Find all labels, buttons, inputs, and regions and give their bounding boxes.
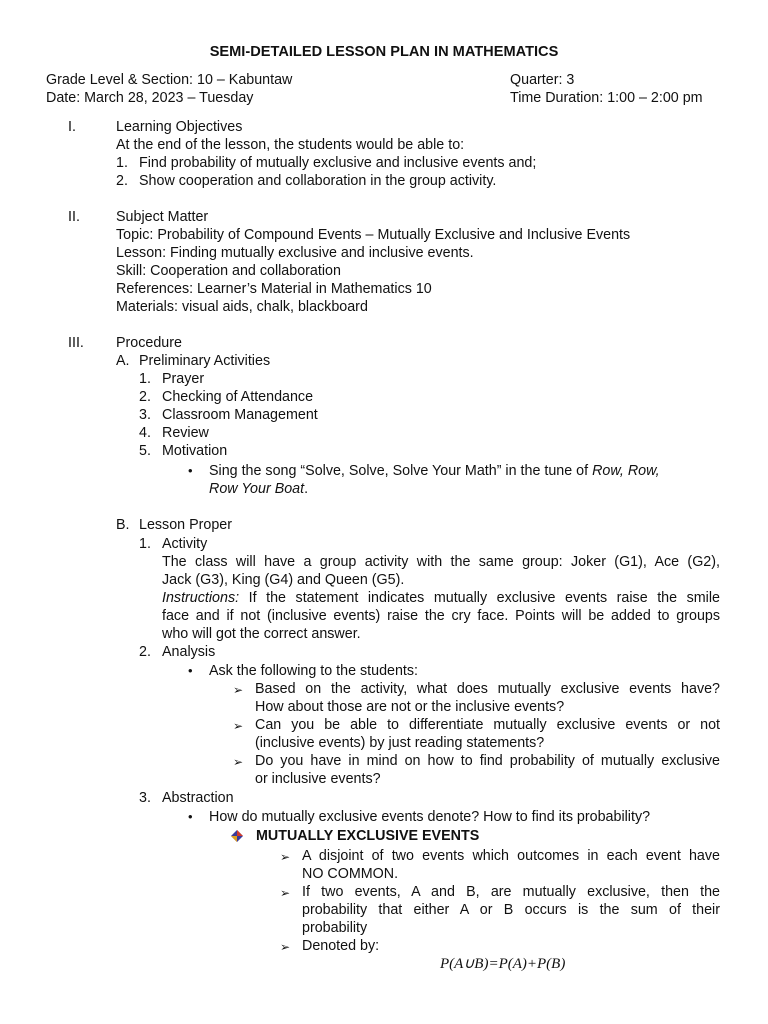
denoted-by: Denoted by: [302,938,380,954]
song-tune-part2: Row Your Boat [209,481,305,497]
probability-rule-line: If two events, A and B, are mutually exclusive, then the [302,884,720,900]
objectives-intro: At the end of the lesson, the students would be able to: [116,137,465,153]
analysis-title: Analysis [162,644,216,660]
item-text: Checking of Attendance [162,389,314,405]
section-3-number: III. [68,335,84,351]
definition-line: A disjoint of two events which outcomes in each event have [302,848,720,864]
definition-line-cont: NO COMMON. [302,866,399,882]
probability-rule-line: probability [302,920,368,936]
activity-number: 1. [139,536,151,552]
analysis-question: Based on the activity, what does mutually exclusive events have? [255,681,720,697]
item-number: 3. [139,407,151,423]
probability-formula: P(A∪B)=P(A)+P(B) [440,956,566,972]
section-3-title: Procedure [116,335,182,351]
item-text: Review [162,425,209,441]
arrow-bullet-icon: ➢ [233,719,244,733]
probability-rule-line: probability that either A or B occurs is the sum of their [302,902,720,918]
subsection-a-label: A. [116,353,130,369]
subsection-b-title: Lesson Proper [139,517,232,533]
grade-section: Grade Level & Section: 10 – Kabuntaw [46,72,293,88]
arrow-bullet-icon: ➢ [280,886,291,900]
section-1-title: Learning Objectives [116,119,243,135]
objective-number: 1. [116,155,128,171]
analysis-question-cont: (inclusive events) by just reading statements? [255,735,545,751]
abstraction-bullet: How do mutually exclusive events denote? How to find its probability? [209,809,651,825]
instructions-label: Instructions: [162,590,240,606]
subject-lesson: Lesson: Finding mutually exclusive and inclusive events. [116,245,474,261]
preliminary-item [139,370,204,388]
preliminary-item [139,388,313,406]
item-text: Prayer [162,371,205,387]
objective-number: 2. [116,173,128,189]
arrow-bullet-icon: ➢ [280,850,291,864]
objective-text: Show cooperation and collaboration in the group activity. [139,173,497,189]
arrow-bullet-icon: ➢ [233,755,244,769]
song-tune-part1: Row, Row, [592,463,660,479]
subsection-a [116,352,270,370]
abstraction-title: Abstraction [162,790,234,806]
subsection-b [116,516,232,534]
motivation-period: . [304,481,309,497]
mutually-exclusive-heading: MUTUALLY EXCLUSIVE EVENTS [256,828,480,844]
subsection-a-title: Preliminary Activities [139,353,271,369]
section-1-number: I. [68,119,76,135]
preliminary-item [139,424,209,442]
subsection-b-label: B. [116,517,130,533]
subject-topic: Topic: Probability of Compound Events – Mutually Exclusive and Inclusive Events [116,227,631,243]
preliminary-item [139,442,227,460]
abstraction-number: 3. [139,790,151,806]
activity-heading [139,535,207,553]
instructions-text: If the statement indicates mutually exclusive events raise the smile [239,590,720,606]
item-number: 4. [139,425,151,441]
item-number: 1. [139,371,151,387]
objective-item [116,172,496,190]
item-text: Classroom Management [162,407,318,423]
preliminary-item [139,406,318,424]
bullet-icon: • [188,809,193,824]
time-duration: Time Duration: 1:00 – 2:00 pm [510,90,703,106]
arrow-bullet-icon: ➢ [233,683,244,697]
motivation-text-cont [209,480,308,498]
instructions-line [162,589,720,607]
item-number: 5. [139,443,151,459]
quarter: Quarter: 3 [510,72,575,88]
document-title: SEMI-DETAILED LESSON PLAN IN MATHEMATICS [209,44,559,60]
activity-line: face and if not (inclusive events) raise the cry face. Points will be added to groups [162,608,720,624]
diamond-bullet-icon [231,830,243,842]
activity-line: who will got the correct answer. [162,626,361,642]
motivation-line: Sing the song “Solve, Solve, Solve Your Math” in the tune of [209,463,589,479]
analysis-question-cont: How about those are not or the inclusive events? [255,699,565,715]
analysis-heading [139,643,215,661]
objective-text: Find probability of mutually exclusive and inclusive events and; [139,155,537,171]
subject-skill: Skill: Cooperation and collaboration [116,263,341,279]
activity-title: Activity [162,536,208,552]
lesson-date: Date: March 28, 2023 – Tuesday [46,90,254,106]
activity-line: The class will have a group activity with the same group: Joker (G1), Ace (G2), [162,554,720,570]
analysis-number: 2. [139,644,151,660]
activity-line: Jack (G3), King (G4) and Queen (G5). [162,572,405,588]
bullet-icon: • [188,463,193,478]
item-text: Motivation [162,443,228,459]
subject-references: References: Learner’s Material in Mathematics 10 [116,281,432,297]
bullet-icon: • [188,663,193,678]
objective-item [116,154,536,172]
analysis-bullet: Ask the following to the students: [209,663,419,679]
section-2-number: II. [68,209,80,225]
abstraction-heading [139,789,234,807]
analysis-question-cont: or inclusive events? [255,771,381,787]
subject-materials: Materials: visual aids, chalk, blackboard [116,299,368,315]
motivation-text [209,462,660,480]
section-2-title: Subject Matter [116,209,209,225]
analysis-question: Do you have in mind on how to find probability of mutually exclusive [255,753,720,769]
analysis-question: Can you be able to differentiate mutually exclusive events or not [255,717,720,733]
arrow-bullet-icon: ➢ [280,940,291,954]
item-number: 2. [139,389,151,405]
